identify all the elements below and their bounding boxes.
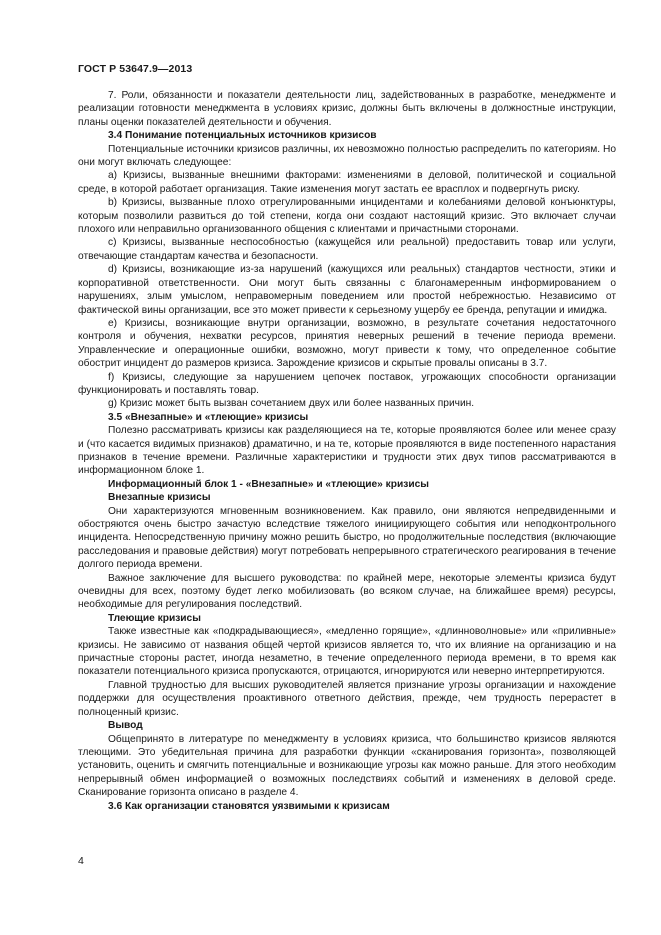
document-body [78, 89, 616, 813]
list-item-a: a) Кризисы, вызванные внешними факторами: изменениями в деловой, политической и социальной среде, в которой работает организация. Такие изменения могут застать ее врасплох и подвергнуть риску. [78, 170, 616, 195]
paragraph-sources-intro: Потенциальные источники кризисов различны, их невозможно полностью распределить по категориям. Но они могут включать следующее: [78, 143, 616, 169]
paragraph-conclusion: Общепринято в литературе по менеджменту в условиях кризиса, что большинство кризисов являются тлеющими. Это убедительная причина для разработки функции «сканирования горизонта», позволяющей установить, оценить и смягчить потенциальные и возникающие угрозы как можно раньше. Для этого необходим непрерывный обмен информацией о возможных последствиях событий и изменениях в деловой среде. Сканирование горизонта описано в разделе 4. [78, 733, 616, 799]
list-item-d: d) Кризисы, возникающие из-за нарушений (кажущихся или реальных) стандартов честности, этики и корпоративной ответственности. Они могут быть связанны с благонамеренным информированием о нарушениях, злым умыслом, неправомерным поведением или простой небрежностью. Независимо от фактической вины организации, все это может привести к серьезному ущербу ее бренда, репутации и имиджа. [78, 264, 616, 316]
section-heading-3-5: 3.5 «Внезапные» и «тлеющие» кризисы [108, 411, 309, 423]
list-item-g: g) Кризис может быть вызван сочетанием двух или более названных причин. [108, 398, 475, 410]
paragraph-smoldering-crises: Также известные как «подкрадывающиеся», «медленно горящие», «длинноволновые» или «приливные» кризисы. Не зависимо от названия общей чертой кризисов является то, что их влияние на организацию и на причастные стороны растет, иногда незаметно, в течение определенного периода времени, в то время как показатели потенциального кризиса пропускаются, отрицаются, игнорируются или неверно интерпретируются. [78, 626, 616, 678]
section-heading-3-6: 3.6 Как организации становятся уязвимыми к кризисам [108, 800, 390, 812]
paragraph-sudden-crises: Они характеризуются мгновенным возникновением. Как правило, они являются непредвиденными и обостряются очень быстро зачастую вследствие тяжелого инициирующего события или неподконтрольного инцидента. Непосредственную причину можно решить быстро, но продолжительные последствия (включающие расследования и правовые действия) могут потребовать непрерывного стратегического реагирования в течение долгого периода времени. [78, 505, 616, 571]
info-block-heading: Информационный блок 1 - «Внезапные» и «тлеющие» кризисы [108, 478, 429, 490]
subheading-smoldering-crises: Тлеющие кризисы [108, 612, 201, 624]
paragraph-crisis-types: Полезно рассматривать кризисы как разделяющиеся на те, которые проявляются более или менее сразу и (что касается видимых признаков) драматично, и на те, которые проявляются в виде постепенного нарастания признаков в течение времени. Различные характеристики и трудности этих двух типов рассматриваются в информационном блоке 1. [78, 425, 616, 477]
list-item-f: f) Кризисы, следующие за нарушением цепочек поставок, угрожающих способности организации функционировать и поставлять товар. [78, 371, 616, 396]
list-item-b: b) Кризисы, вызванные плохо отрегулированными инцидентами и колебаниями деловой конъюнктуры, которым позволили развиться до той степени, когда они создают настоящий кризис. Это включает случаи плохого или неправильно организованного общения с клиентами и причастными сторонами. [78, 197, 616, 236]
list-item-e: e) Кризисы, возникающие внутри организации, возможно, в результате сочетания недостаточного контроля и обучения, нехватки ресурсов, принятия неверных решений в течение периода времени. Управленческие и операционные ошибки, возможно, могут привести к тому, что определенное событие обострит инцидент до размеров кризиса. Зарождение кризисов и скрытые провалы описаны в 3.7. [78, 317, 616, 370]
section-heading-3-4: 3.4 Понимание потенциальных источников кризисов [108, 130, 377, 142]
subheading-sudden-crises: Внезапные кризисы [108, 492, 211, 504]
document-standard-header: ГОСТ Р 53647.9—2013 [78, 63, 193, 75]
paragraph-smoldering-difficulty: Главной трудностью для высших руководителей является признание угрозы организации и нахождение поддержки для осуществления проактивного ответного действия, прежде, чем трудность перерастет в полноценный кризис. [78, 679, 616, 718]
subheading-conclusion: Вывод [108, 720, 143, 732]
paragraph-roles: 7. Роли, обязанности и показатели деятельности лиц, задействованных в разработке, менеджменте и реализации готовности менеджмента в условиях кризис, должны быть включены в должностные инструкции, планы оценки показателей деятельности и обучения. [78, 90, 616, 128]
list-item-c: c) Кризисы, вызванные неспособностью (кажущейся или реальной) предоставить товар или услуги, отвечающие стандартам качества и безопасности. [78, 237, 616, 262]
paragraph-sudden-conclusion: Важное заключение для высшего руководства: по крайней мере, некоторые элементы кризиса будут очевидны для всех, поэтому будет легко мобилизовать (во всяком случае, на ближайшее время) ресурсы, необходимые для регулирования последствий. [78, 572, 616, 611]
page-number: 4 [78, 855, 84, 867]
